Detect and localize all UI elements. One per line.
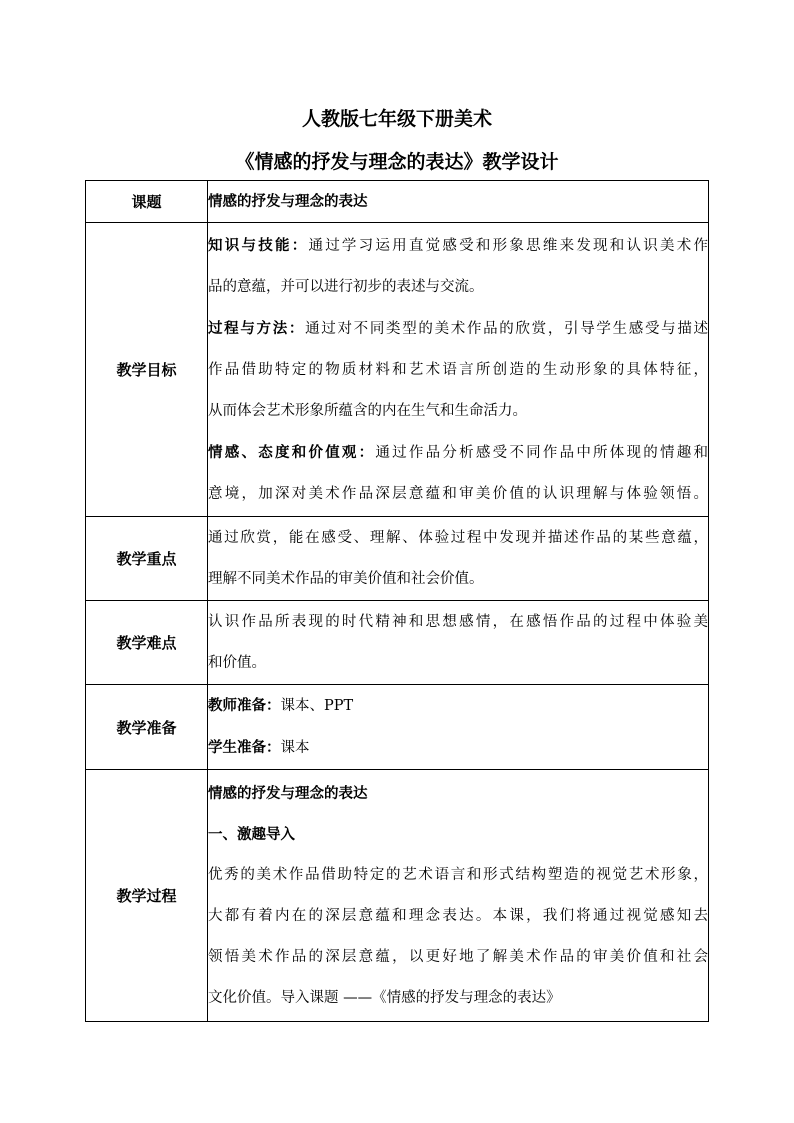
preparation-student (208, 727, 708, 769)
label-key-points: 教学重点 (86, 517, 208, 601)
row-process (86, 770, 709, 1022)
goals-knowledge-line1 (208, 225, 708, 267)
goals-emotion-line2: 意境，加深对美术作品深层意蕴和审美价值的认识理解与体验领悟。 (208, 485, 708, 502)
row-key-points (86, 517, 709, 601)
topic-value: 情感的抒发与理念的表达 (208, 193, 368, 210)
difficulties-line2: 和价值。 (208, 654, 266, 671)
row-preparation (86, 685, 709, 770)
key-points-line1: 通过欣赏，能在感受、理解、体验过程中发现并描述作品的某些意蕴， (208, 529, 708, 546)
emotion-heading: 情感、态度和价值观： (208, 443, 376, 461)
process-line2: 大都有着内在的深层意蕴和理念表达。本课，我们将通过视觉感知去 (208, 907, 708, 924)
row-difficulties (86, 601, 709, 685)
row-goals (86, 223, 709, 517)
emotion-text: 通过作品分析感受不同作品中所体现的情趣和 (375, 444, 708, 461)
preparation-teacher (208, 685, 708, 727)
cell-goals (208, 223, 709, 517)
goals-emotion-line1 (208, 432, 708, 474)
student-heading: 学生准备： (208, 739, 281, 756)
cell-difficulties (208, 601, 709, 685)
row-topic (86, 181, 709, 223)
difficulties-line1: 认识作品所表现的时代精神和思想感情，在感悟作品的过程中体验美 (208, 613, 708, 630)
teacher-heading: 教师准备： (208, 697, 281, 714)
knowledge-text: 通过学习运用直觉感受和形象思维来发现和认识美术作 (308, 237, 708, 254)
document-subtitle: 《情感的抒发与理念的表达》教学设计 (235, 151, 559, 173)
teacher-value: 课本、PPT (280, 698, 354, 714)
process-line1: 优秀的美术作品借助特定的艺术语言和形式结构塑造的视觉艺术形象， (208, 866, 708, 883)
student-value: 课本 (280, 740, 310, 756)
label-goals: 教学目标 (86, 223, 208, 517)
cell-topic (208, 181, 709, 223)
process-line4: 文化价值。导入课题 ——《情感的抒发与理念的表达》 (208, 989, 561, 1006)
key-points-line2: 理解不同美术作品的审美价值和社会价值。 (208, 570, 484, 587)
goals-process-line1 (208, 308, 708, 350)
lesson-plan-table (85, 180, 709, 1022)
process-section-intro: 一、激趣导入 (208, 825, 295, 843)
process-heading-title: 情感的抒发与理念的表达 (208, 784, 368, 802)
label-process: 教学过程 (86, 770, 208, 1022)
goals-knowledge-line2: 品的意蕴，并可以进行初步的表述与交流。 (208, 278, 484, 295)
knowledge-heading: 知识与技能： (208, 236, 309, 254)
process-text: 通过对不同类型的美术作品的欣赏，引导学生感受与描述 (305, 320, 708, 337)
label-difficulties: 教学难点 (86, 601, 208, 685)
document-title: 人教版七年级下册美术 (301, 108, 492, 130)
cell-process (208, 770, 709, 1022)
goals-process-line2: 作品借助特定的物质材料和艺术语言所创造的生动形象的具体特征， (208, 361, 708, 378)
label-topic: 课题 (86, 181, 208, 223)
goals-process-line3: 从而体会艺术形象所蕴含的内在生气和生命活力。 (208, 402, 527, 419)
process-line3: 领悟美术作品的深层意蕴，以更好地了解美术作品的审美价值和社会 (208, 948, 708, 965)
label-preparation: 教学准备 (86, 685, 208, 770)
process-heading: 过程与方法： (208, 319, 306, 337)
cell-preparation (208, 685, 709, 770)
cell-key-points (208, 517, 709, 601)
